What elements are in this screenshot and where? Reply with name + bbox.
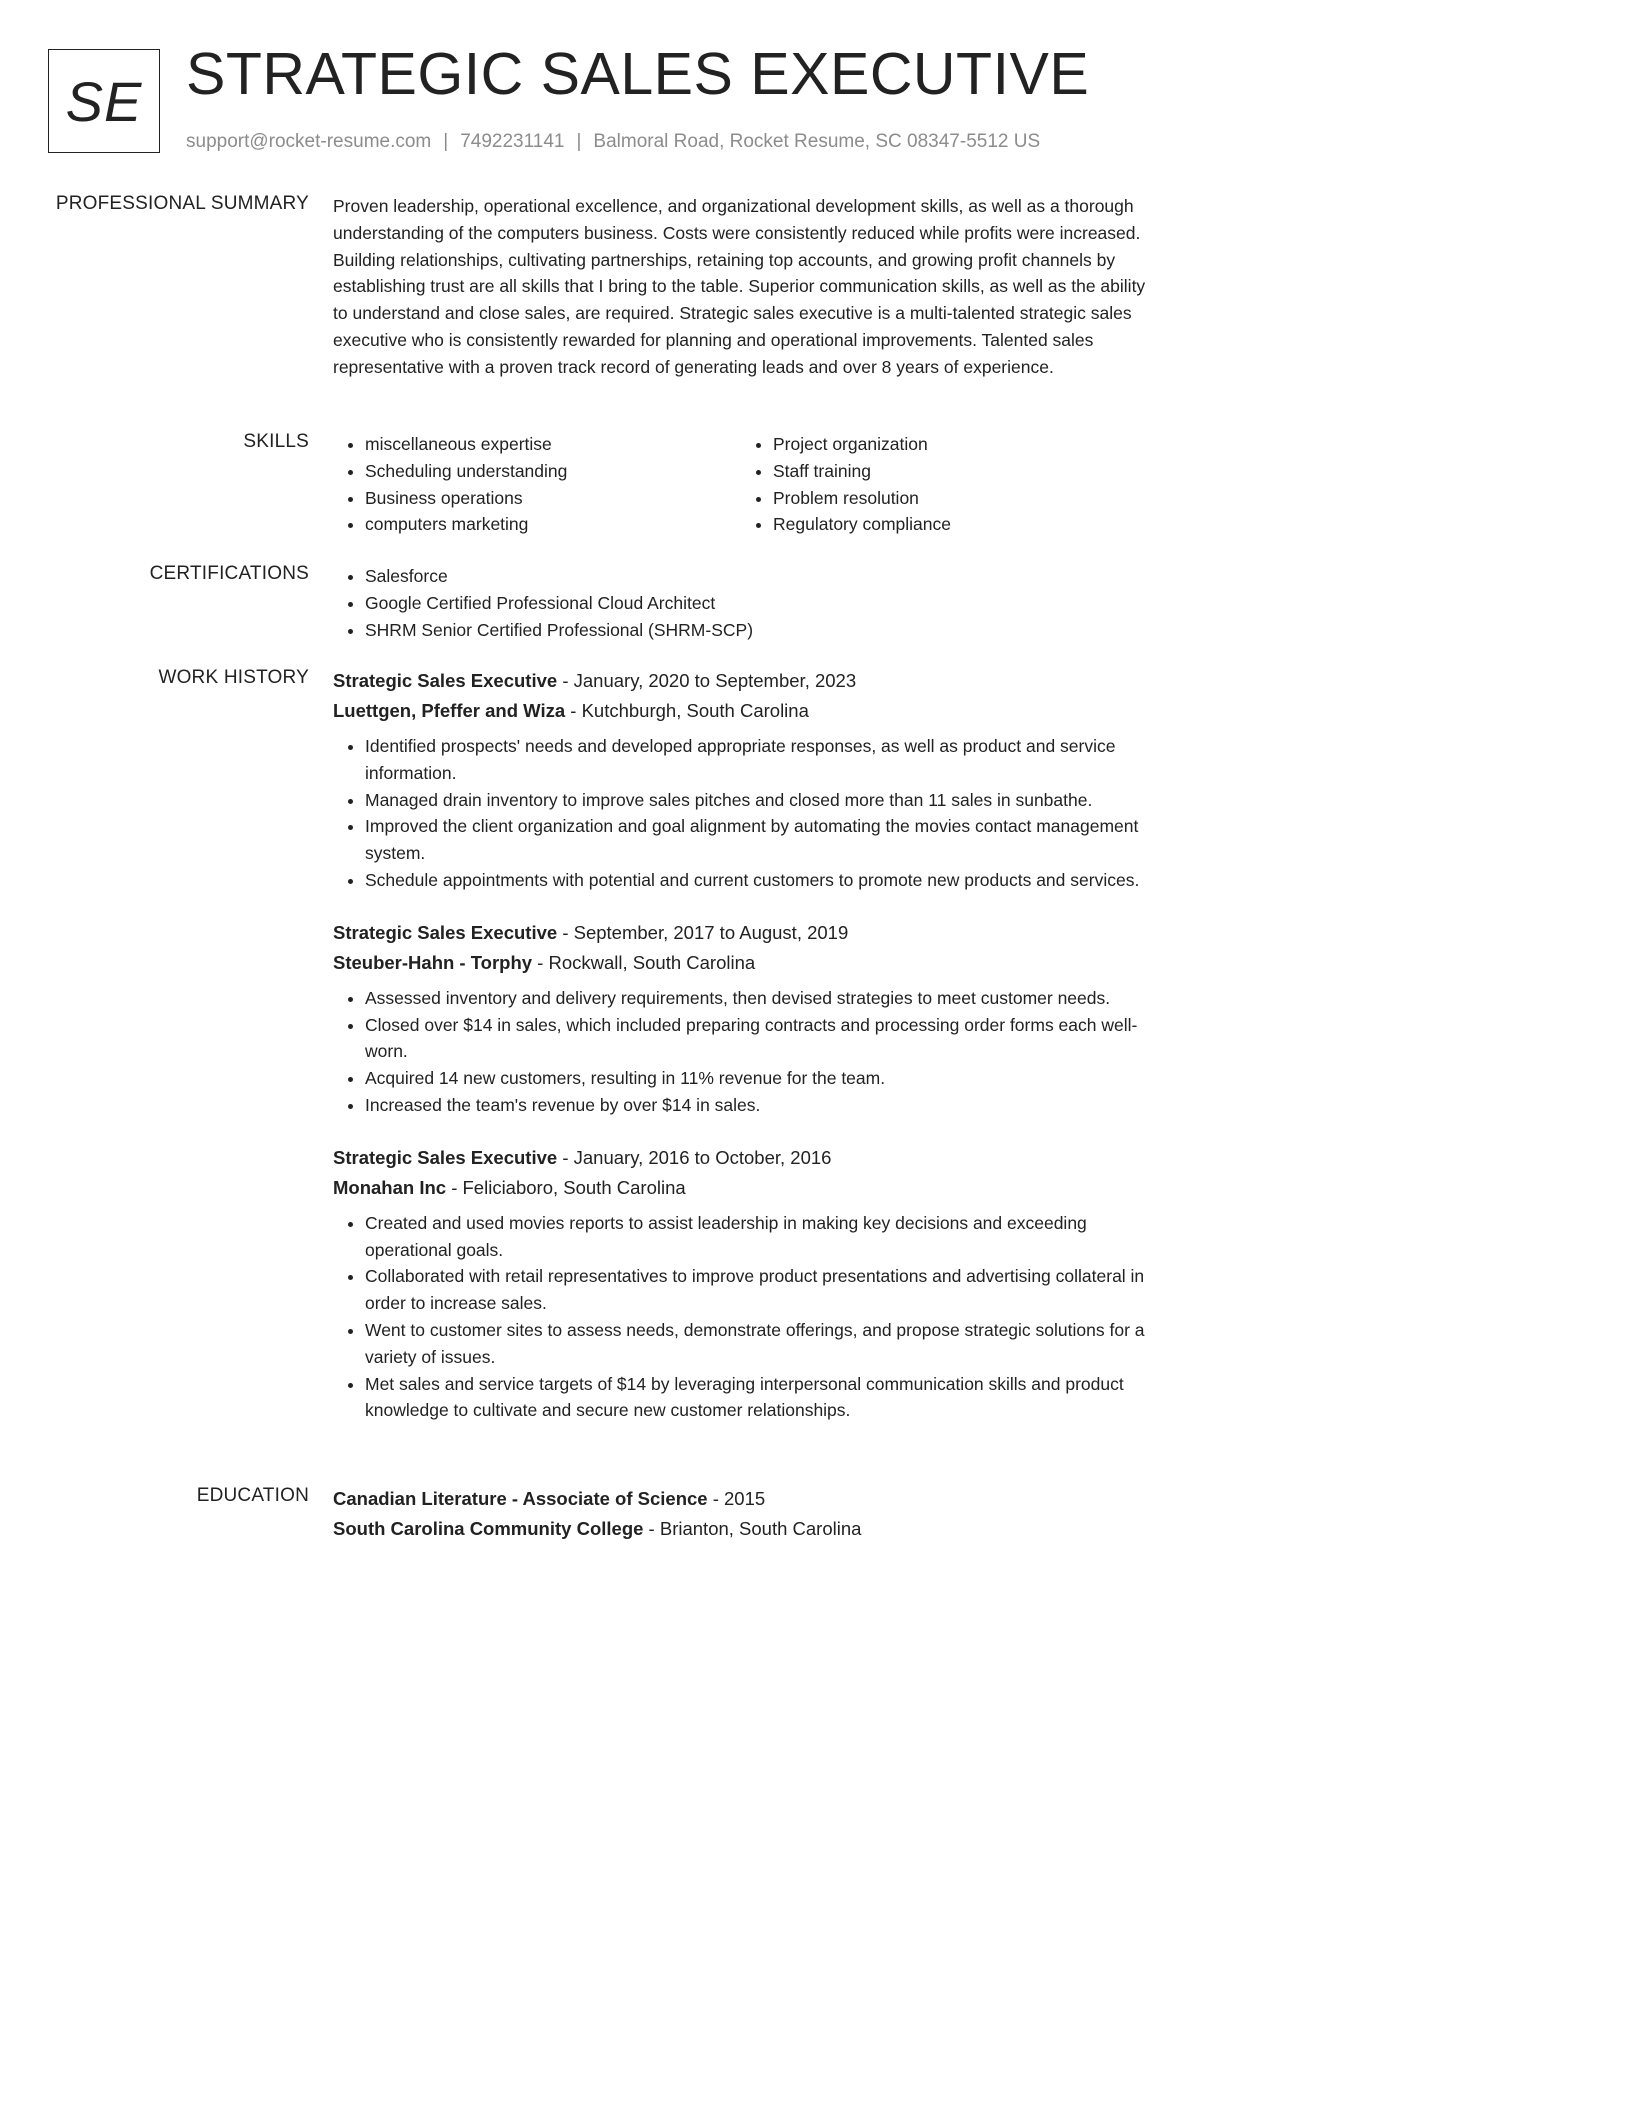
job-location: - Kutchburgh, South Carolina: [565, 700, 809, 721]
job-title-line: [333, 666, 1163, 696]
job-location: - Rockwall, South Carolina: [532, 951, 756, 973]
education-content: [333, 1484, 1163, 1544]
job-bullet: • Met sales and service targets of $14 by leveraging interpersonal communication skills and product knowledge to cultivate and secure new customer relationships.: [365, 1371, 1163, 1425]
skill-item: • miscellaneous expertise: [365, 431, 741, 458]
job-company-line: [333, 696, 1163, 726]
education-location: - Brianton, South Carolina: [643, 1518, 862, 1539]
job-bullet: • Assessed inventory and delivery requirements, then devised strategies to meet customer needs.: [365, 985, 1163, 1012]
work-history-content: [333, 666, 1163, 1448]
job-title: Strategic Sales Executive: [333, 670, 558, 691]
job-bullet: • Acquired 14 new customers, resulting in 11% revenue for the team.: [365, 1065, 1163, 1092]
certifications-list: [333, 563, 1163, 643]
summary-heading: PROFESSIONAL SUMMARY: [55, 193, 309, 214]
job-bullet: • Managed drain inventory to improve sales pitches and closed more than 11 sales in sunbathe.: [365, 787, 1163, 814]
monogram-initials: SE: [65, 69, 143, 133]
contact-phone[interactable]: 7492231141: [460, 131, 565, 152]
job-company: Luettgen, Pfeffer and Wiza: [333, 700, 566, 721]
job-bullets: [333, 1210, 1163, 1424]
skill-item: • computers marketing: [365, 511, 741, 538]
skill-item: • Problem resolution: [773, 485, 1149, 512]
job-title: Strategic Sales Executive: [333, 921, 558, 943]
education-degree: Canadian Literature - Associate of Science: [333, 1488, 708, 1509]
job-entry: [333, 666, 1163, 894]
contact-separator: |: [576, 131, 582, 152]
contact-email[interactable]: support@rocket-resume.com: [186, 131, 432, 152]
skill-item: • Business operations: [365, 485, 741, 512]
job-bullet: • Closed over $14 in sales, which included preparing contracts and processing order forms each well-worn.: [365, 1012, 1163, 1066]
education-school-line: [333, 1514, 1163, 1544]
skills-column-right: [741, 431, 1149, 538]
job-title-line: [333, 918, 1163, 948]
certification-item: • SHRM Senior Certified Professional (SHRM-SCP): [365, 617, 1163, 644]
resume-name: STRATEGIC SALES EXECUTIVE: [186, 41, 1090, 107]
job-bullet: • Created and used movies reports to assist leadership in making key decisions and exceeding operational goals.: [365, 1210, 1163, 1264]
certification-item: • Google Certified Professional Cloud Architect: [365, 590, 1163, 617]
skills-heading: SKILLS: [243, 431, 309, 452]
work-history-heading: WORK HISTORY: [158, 667, 309, 688]
job-bullet: • Increased the team's revenue by over $14 in sales.: [365, 1092, 1163, 1119]
certifications-content: [333, 563, 1163, 643]
skill-item: • Project organization: [773, 431, 1149, 458]
contact-separator: |: [443, 131, 449, 152]
education-school: South Carolina Community College: [333, 1518, 644, 1539]
job-dates: - January, 2016 to October, 2016: [557, 1146, 832, 1168]
skills-content: [333, 431, 1163, 538]
job-title-line: [333, 1143, 1163, 1173]
job-entry: [333, 1143, 1163, 1424]
education-heading: EDUCATION: [196, 1485, 309, 1506]
job-bullet: • Identified prospects' needs and developed appropriate responses, as well as product and service information.: [365, 733, 1163, 787]
certifications-heading: CERTIFICATIONS: [149, 563, 309, 584]
skill-item: • Scheduling understanding: [365, 458, 741, 485]
job-title: Strategic Sales Executive: [333, 1146, 558, 1168]
contact-address: Balmoral Road, Rocket Resume, SC 08347-5512 US: [593, 131, 1041, 152]
skill-item: • Staff training: [773, 458, 1149, 485]
job-bullet: • Collaborated with retail representatives to improve product presentations and advertising collateral in order to increase sales.: [365, 1263, 1163, 1317]
education-degree-line: [333, 1484, 1163, 1514]
job-entry: [333, 918, 1163, 1119]
job-bullet: • Improved the client organization and goal alignment by automating the movies contact management system.: [365, 813, 1163, 867]
education-year: - 2015: [707, 1488, 766, 1509]
job-bullets: [333, 733, 1163, 894]
job-bullets: [333, 985, 1163, 1119]
job-company-line: [333, 948, 1163, 978]
skill-item: • Regulatory compliance: [773, 511, 1149, 538]
job-company-line: [333, 1173, 1163, 1203]
contact-line: [186, 131, 1040, 153]
job-bullet: • Went to customer sites to assess needs, demonstrate offerings, and propose strategic solutions for a variety of issues.: [365, 1317, 1163, 1371]
skills-column-left: [333, 431, 741, 538]
job-company: Steuber-Hahn - Torphy: [333, 951, 533, 973]
job-company: Monahan Inc: [333, 1176, 447, 1198]
job-dates: - January, 2020 to September, 2023: [557, 670, 857, 691]
skills-list-left: [333, 431, 741, 538]
job-dates: - September, 2017 to August, 2019: [557, 921, 849, 943]
summary-text: Proven leadership, operational excellence, and organizational development skills, as well as a thorough understanding of the computers business. Costs were consistently reduced while profits were increased. Building relationships, cultivating partnerships, retaining top accounts, and growing profit channels by establishing trust are all skills that I bring to the table. Superior communication skills, as well as the ability to understand and close sales, are required. Strategic sales executive is a multi-talented strategic sales executive who is consistently rewarded for planning and operational improvements. Talented sales representative with a proven track record of generating leads and over 8 years of experience.: [333, 196, 1146, 377]
monogram-box: [48, 49, 160, 153]
skills-list-right: [741, 431, 1149, 538]
job-bullet: • Schedule appointments with potential and current customers to promote new products and services.: [365, 867, 1163, 894]
certification-item: • Salesforce: [365, 563, 1163, 590]
summary-content: [333, 193, 1163, 381]
job-location: - Feliciaboro, South Carolina: [446, 1176, 686, 1198]
